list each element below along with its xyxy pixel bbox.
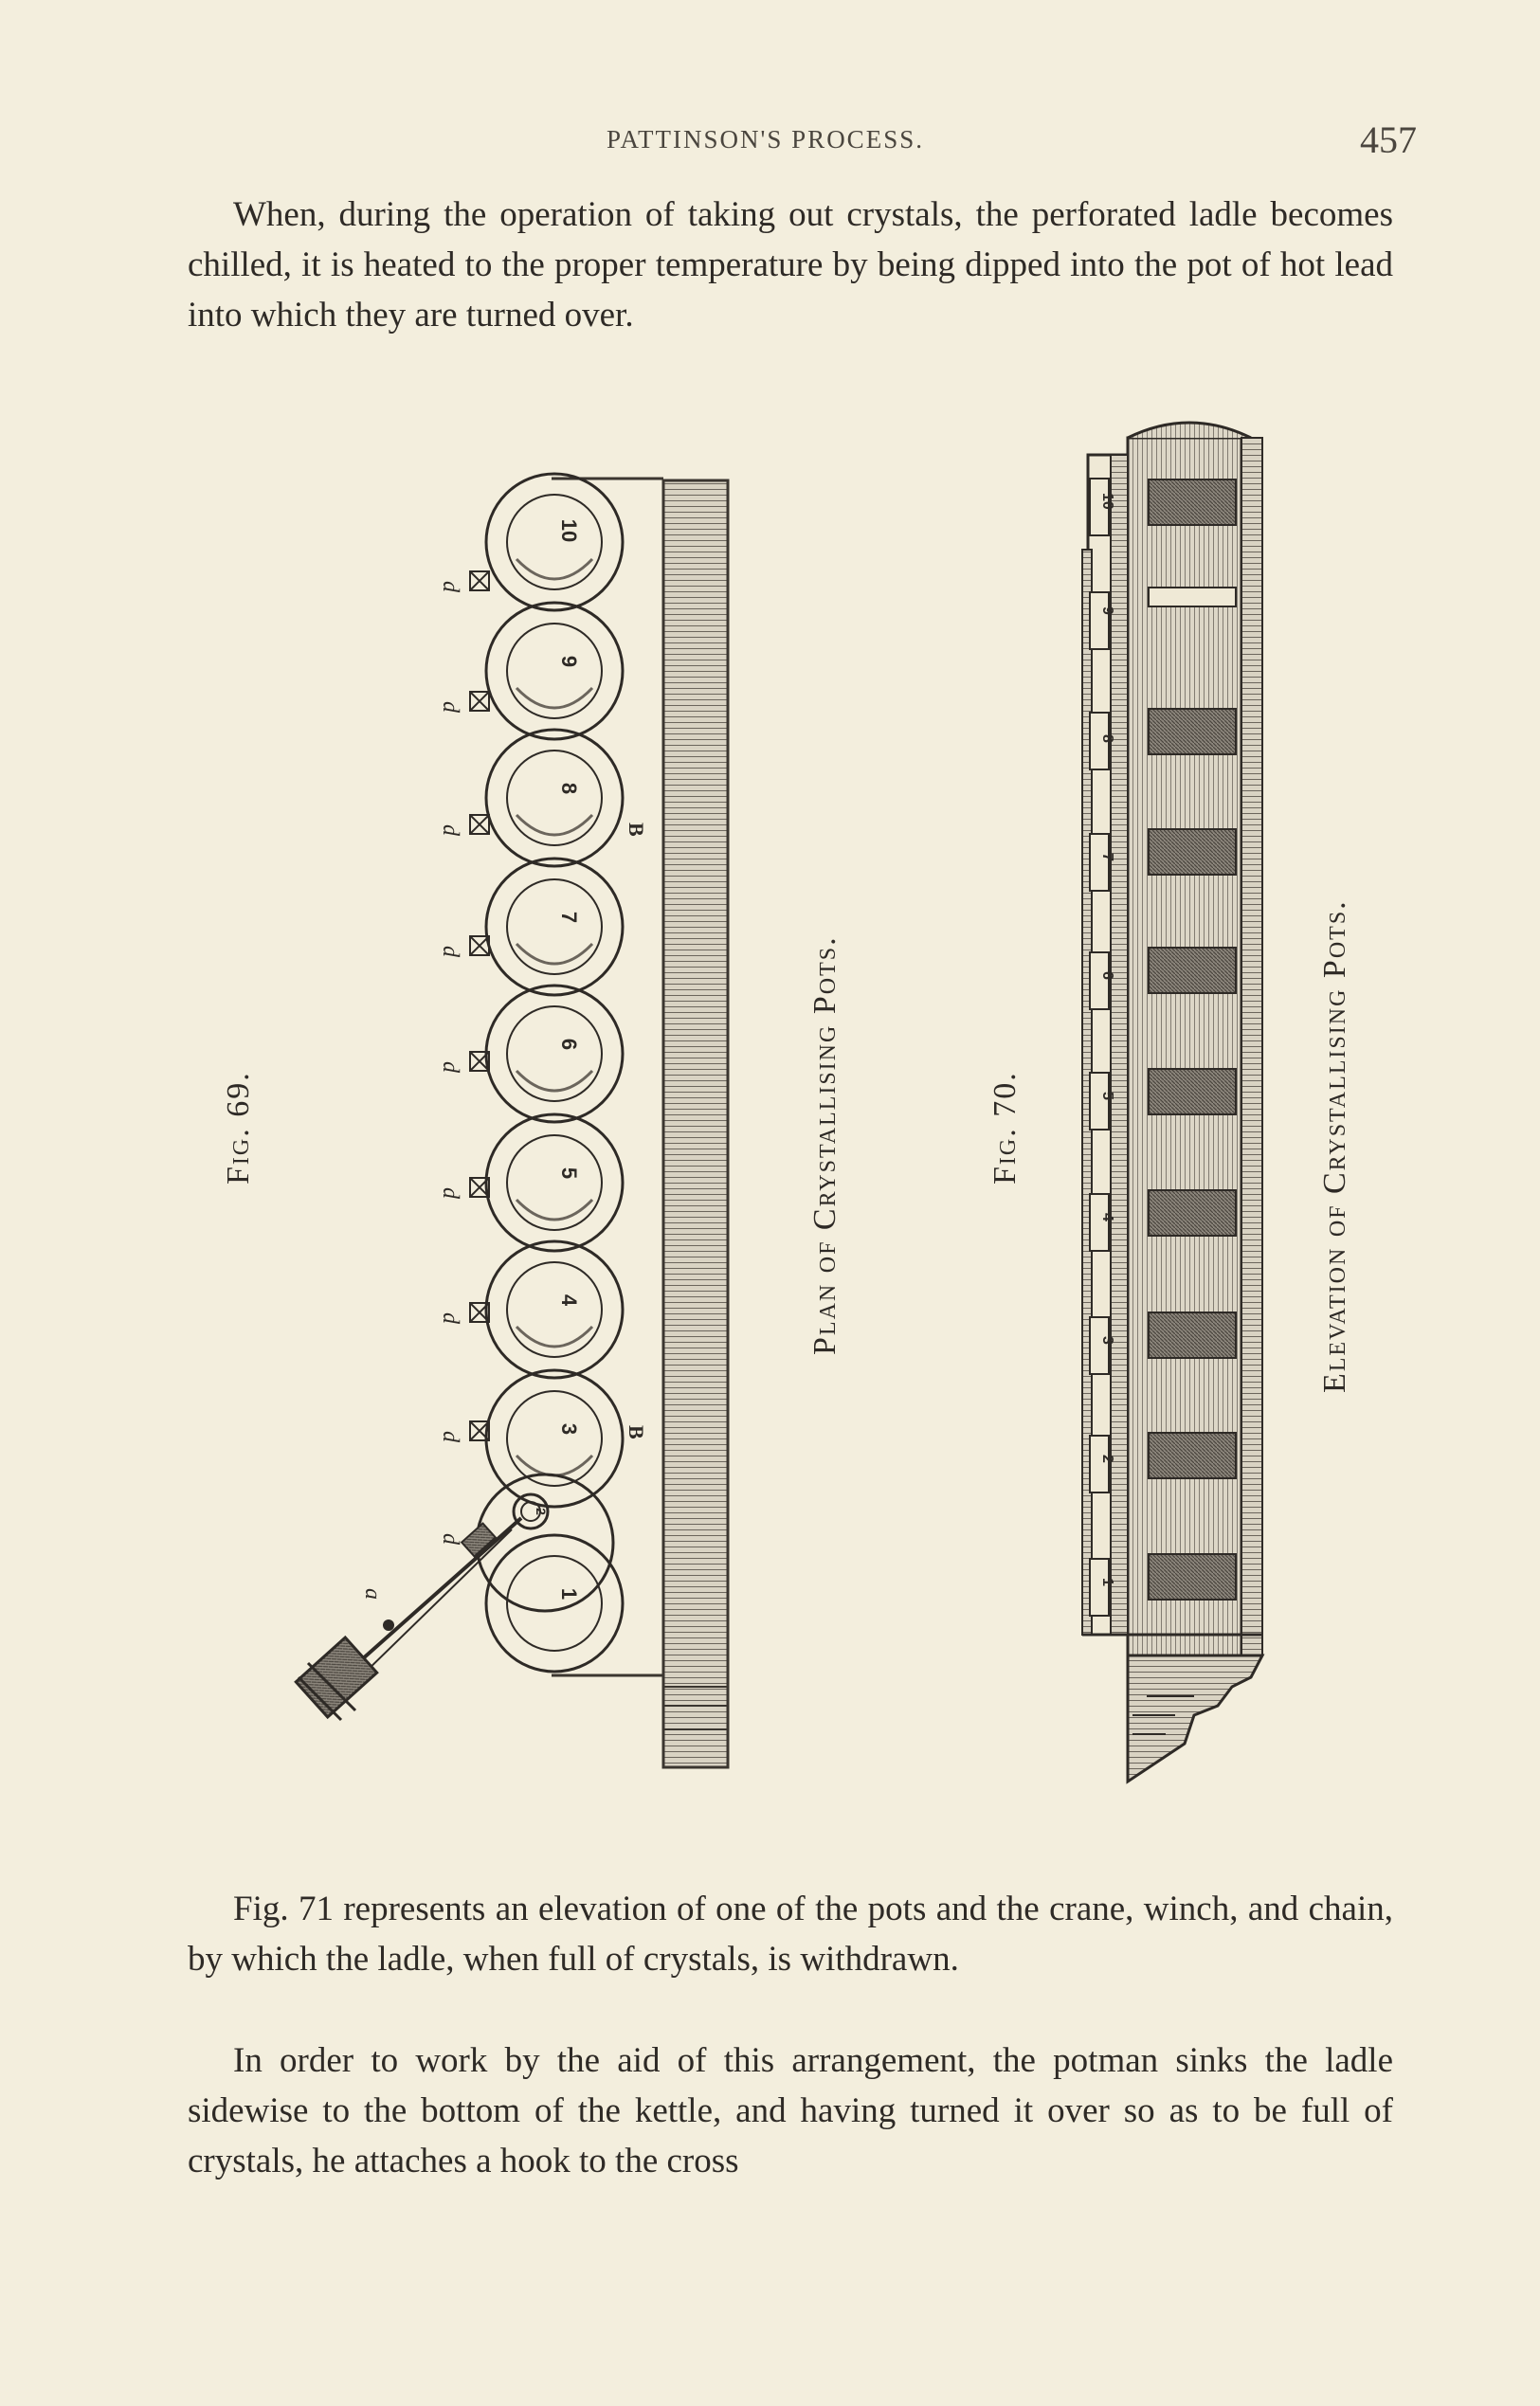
fire-label: d <box>438 1431 462 1442</box>
elevation-pot-number-9: 9 <box>1099 606 1115 615</box>
fig70-title: Elevation of Crystallising Pots. <box>1317 899 1352 1393</box>
pot-1 <box>486 1535 623 1672</box>
pot-number-9: 9 <box>557 655 581 668</box>
paragraph-fig71: Fig. 71 represents an elevation of one of the pots and the crane, winch, and chain, by which the ladle, when full of crystals, is withdrawn. <box>188 1890 1393 1979</box>
fig69-number-label: Fig. 69. <box>221 1071 256 1185</box>
elevation-pot-number-2: 2 <box>1099 1455 1115 1463</box>
pot-4 <box>486 1241 623 1378</box>
furnace-wall <box>663 480 728 1767</box>
pot-8 <box>486 730 623 866</box>
pot-number-5: 5 <box>557 1167 581 1180</box>
pot-5 <box>486 1114 623 1251</box>
elevation-pot-number-1: 1 <box>1099 1578 1115 1586</box>
fire-label: d <box>438 1533 462 1545</box>
pot-number-1: 1 <box>557 1587 581 1601</box>
elevation-pot-number-6: 6 <box>1099 971 1115 980</box>
pot-number-4: 4 <box>557 1293 581 1307</box>
pot-number-3: 3 <box>557 1422 581 1436</box>
pot-10 <box>486 474 623 610</box>
elevation-pot-number-4: 4 <box>1099 1213 1115 1221</box>
pot-number-10: 10 <box>557 518 581 543</box>
furnace-label: B <box>625 1425 648 1439</box>
pot-7 <box>486 859 623 995</box>
pot-9 <box>486 603 623 739</box>
elevation-pot-number-10: 10 <box>1099 493 1115 510</box>
fig70-number-label: Fig. 70. <box>987 1071 1023 1185</box>
elevation-pot-number-8: 8 <box>1099 734 1115 743</box>
elevation-pot-number-3: 3 <box>1099 1336 1115 1345</box>
furnace-label: B <box>625 823 648 837</box>
fire-label: d <box>438 1312 462 1324</box>
pot-number-6: 6 <box>557 1038 581 1051</box>
fire-label: d <box>438 701 462 713</box>
ladle-label: a <box>360 1588 385 1600</box>
pot-number-7: 7 <box>557 911 581 924</box>
page-number: 457 <box>1360 118 1417 161</box>
pot-6 <box>486 986 623 1122</box>
pot-number-8: 8 <box>557 782 581 795</box>
elevation-pot-number-7: 7 <box>1099 853 1115 861</box>
paragraph-order: In order to work by the aid of this arrangement, the potman sinks the ladle sidewise to the bottom of the kettle, and having turned it over so as to be full of crystals, he attaches a hook to the cross <box>188 2041 1393 2180</box>
fire-label: d <box>438 581 462 592</box>
fire-label: d <box>438 1061 462 1073</box>
fire-label: d <box>438 1187 462 1199</box>
fire-label: d <box>438 946 462 957</box>
running-head: PATTINSON'S PROCESS. <box>607 125 924 154</box>
fire-label: d <box>438 824 462 836</box>
fig69-title: Plan of Crystallising Pots. <box>807 935 842 1355</box>
pot-number-2: 2 <box>534 1508 549 1515</box>
elevation-pot-number-5: 5 <box>1099 1092 1115 1100</box>
paragraph-top: When, during the operation of taking out crystals, the perforated ladle becomes chilled, it is heated to the proper temperature by being dipped into the pot of hot lead into which they are turned over. <box>188 195 1393 335</box>
